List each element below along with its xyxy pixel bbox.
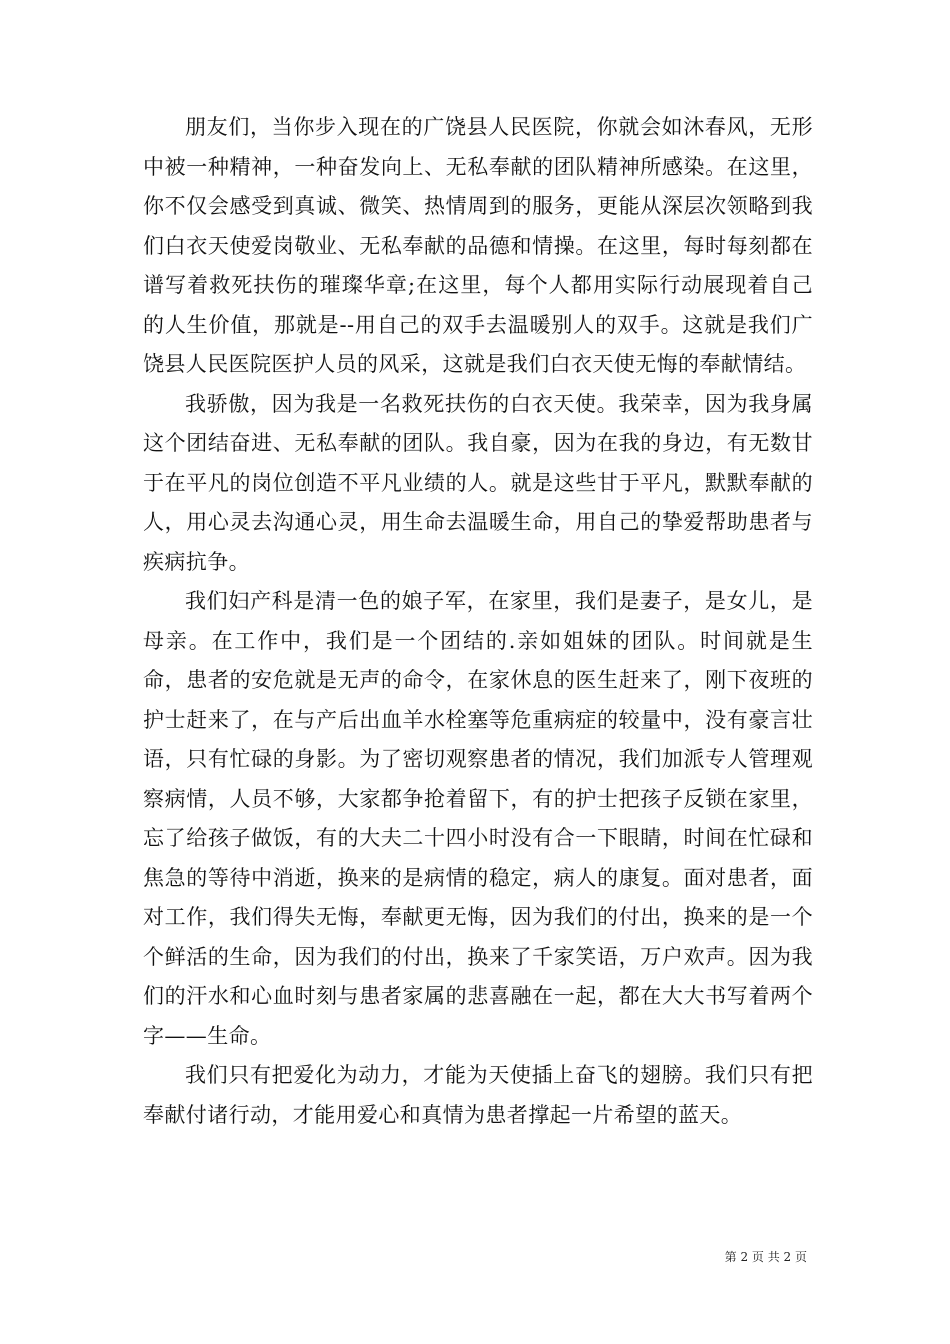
paragraph-3: 我们妇产科是清一色的娘子军，在家里，我们是妻子，是女儿，是母亲。在工作中，我们是一个团结的.亲如姐妹的团队。时间就是生命，患者的安危就是无声的命令，在家休息的医生赶来了，刚下夜班的护士赶来了，在与产后出血羊水栓塞等危重病症的较量中，没有豪言壮语，只有忙碌的身影。为了密切观察患者的情况，我们加派专人管理观察病情，人员不够，大家都争抢着留下，有的护士把孩子反锁在家里，忘了给孩子做饭，有的大夫二十四小时没有合一下眼睛，时间在忙碌和焦急的等待中消逝，换来的是病情的稳定，病人的康复。面对患者，面对工作，我们得失无悔，奉献更无悔，因为我们的付出，换来的是一个个鲜活的生命，因为我们的付出，换来了千家笑语，万户欢声。因为我们的汗水和心血时刻与患者家属的悲喜融在一起，都在大大书写着两个字——生命。: [143, 589, 813, 1048]
paragraph-1: 朋友们，当你步入现在的广饶县人民医院，你就会如沐春风，无形中被一种精神，一种奋发向上、无私奉献的团队精神所感染。在这里，你不仅会感受到真诚、微笑、热情周到的服务，更能从深层次领略到我们白衣天使爱岗敬业、无私奉献的品德和情操。在这里，每时每刻都在谱写着救死扶伤的璀璨华章;在这里，每个人都用实际行动展现着自己的人生价值，那就是--用自己的双手去温暖别人的双手。这就是我们广饶县人民医院医护人员的风采，这就是我们白衣天使无悔的奉献情结。: [143, 115, 813, 376]
paragraph-4: 我们只有把爱化为动力，才能为天使插上奋飞的翅膀。我们只有把奉献付诸行动，才能用爱心和真情为患者撑起一片希望的蓝天。: [143, 1063, 813, 1127]
page-number-footer: 第 2 页 共 2 页: [724, 1250, 807, 1264]
document-body: [143, 108, 813, 1135]
paragraph-2: 我骄傲，因为我是一名救死扶伤的白衣天使。我荣幸，因为我身属这个团结奋进、无私奉献的团队。我自豪，因为在我的身边，有无数甘于在平凡的岗位创造不平凡业绩的人。就是这些甘于平凡，默默奉献的人，用心灵去沟通心灵，用生命去温暖生命，用自己的挚爱帮助患者与疾病抗争。: [143, 391, 813, 574]
